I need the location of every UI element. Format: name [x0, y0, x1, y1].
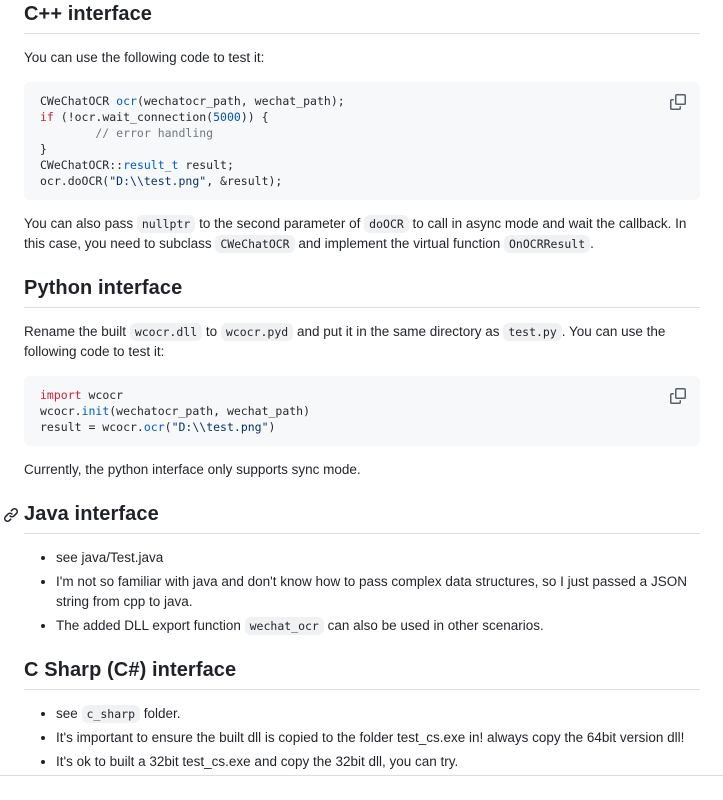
code-line: CWeChatOCR ocr(wechatocr_path, wechat_path);: [40, 94, 345, 108]
text-token: to the second parameter of: [195, 216, 365, 231]
code-content-python: [40, 387, 684, 435]
code-line: if (!ocr.wait_connection(5000)) {: [40, 110, 269, 124]
text-token: and put it in the same directory as: [293, 324, 504, 339]
list-item: [56, 728, 700, 748]
python-outro-paragraph: Currently, the python interface only supports sync mode.: [24, 462, 361, 477]
text-token: The added DLL export function: [56, 618, 245, 633]
section-heading-python: [24, 276, 700, 308]
heading-text: C Sharp (C#) interface: [24, 659, 237, 681]
copy-code-button[interactable]: [665, 89, 691, 115]
inline-code: doOCR: [364, 215, 409, 233]
text-token: folder.: [140, 706, 181, 721]
cpp-intro-paragraph: You can use the following code to test it:: [24, 50, 265, 65]
copy-icon: [670, 94, 686, 110]
page-bottom-divider: [0, 775, 723, 776]
list-item: [56, 548, 700, 568]
readme-content: [24, 0, 700, 772]
code-line: wcocr.init(wechatocr_path, wechat_path): [40, 404, 311, 418]
code-line: result = wcocr.ocr("D:\\test.png"): [40, 420, 276, 434]
code-content-cpp: [40, 93, 684, 189]
code-line: }: [40, 142, 47, 156]
csharp-list: [24, 704, 700, 772]
inline-code: wechat_ocr: [245, 617, 324, 635]
inline-code: CWeChatOCR: [215, 235, 294, 253]
code-line: ocr.doOCR("D:\\test.png", &result);: [40, 174, 283, 188]
copy-icon: [670, 388, 686, 404]
cpp-outro-paragraph: [24, 214, 700, 254]
text-token: to: [202, 324, 221, 339]
code-line: CWeChatOCR::result_t result;: [40, 158, 234, 172]
code-block-cpp: [24, 82, 700, 200]
inline-code: wcocr.dll: [130, 323, 202, 341]
text-token: It's important to ensure the built dll is copied to the folder test_cs.exe in! always copy the 64bit version dll!: [56, 730, 685, 745]
list-item: [56, 616, 700, 636]
inline-code: OnOCRResult: [504, 235, 590, 253]
heading-text: Java interface: [24, 503, 159, 525]
heading-text: Python interface: [24, 277, 183, 299]
code-line: import wcocr: [40, 388, 124, 402]
code-line: // error handling: [40, 126, 214, 140]
section-heading-csharp: [24, 658, 700, 690]
java-list: [24, 548, 700, 636]
inline-code: c_sharp: [82, 705, 140, 723]
section-heading-cpp: [24, 2, 700, 34]
text-token: can also be used in other scenarios.: [323, 618, 544, 633]
text-token: You can also pass: [24, 216, 137, 231]
inline-code: test.py: [503, 323, 561, 341]
text-token: to call in async mode and wait the callback. In this case, you need to subclass: [24, 216, 687, 251]
list-item: [56, 704, 700, 724]
text-token: It's ok to built a 32bit test_cs.exe and copy the 32bit dll, you can try.: [56, 754, 459, 769]
text-token: see java/Test.java: [56, 550, 164, 565]
copy-code-button[interactable]: [665, 383, 691, 409]
inline-code: wcocr.pyd: [221, 323, 293, 341]
text-token: see: [56, 706, 82, 721]
list-item: [56, 752, 700, 772]
heading-text: C++ interface: [24, 3, 153, 25]
code-block-python: [24, 376, 700, 446]
text-token: and implement the virtual function: [294, 236, 504, 251]
list-item: [56, 572, 700, 612]
text-token: .: [590, 236, 594, 251]
text-token: I'm not so familiar with java and don't know how to pass complex data structures, so I just passed a JSON string from cpp to java.: [56, 574, 687, 609]
inline-code: nullptr: [137, 215, 195, 233]
text-token: Rename the built: [24, 324, 130, 339]
link-icon[interactable]: [3, 507, 19, 523]
section-heading-java: [24, 502, 700, 534]
text-token: . You can use the following code to test it:: [24, 324, 666, 359]
python-intro-paragraph: [24, 322, 700, 362]
